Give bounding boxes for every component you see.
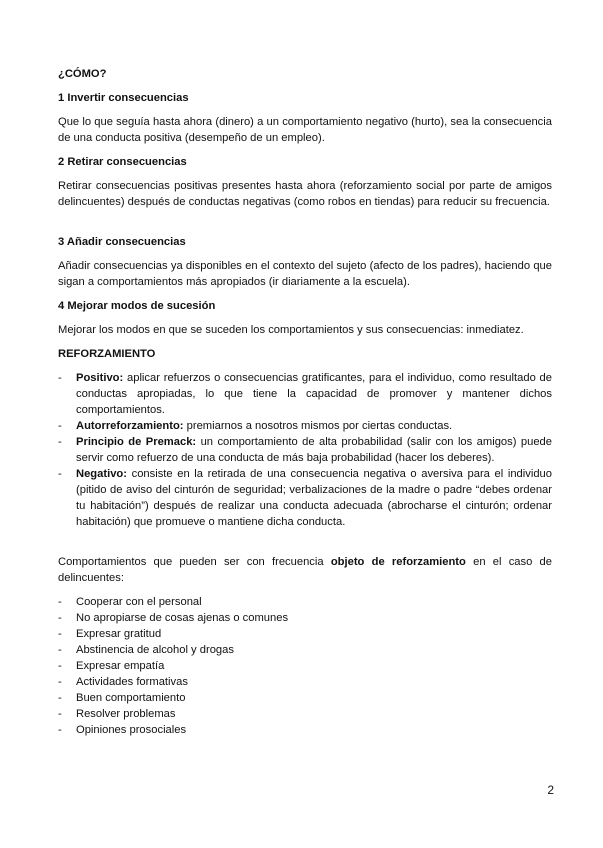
section-title-3: 3 Añadir consecuencias [58, 236, 186, 248]
section-text-2: Retirar consecuencias positivas presentes hasta ahora (reforzamiento social por parte de amigos delincuentes) después de conductas negativas (como robos en tiendas) para reducir su frecuencia. [58, 180, 552, 208]
section-title-2: 2 Retirar consecuencias [58, 156, 187, 168]
list-item-positivo: - Positivo: aplicar refuerzos o consecuencias gratificantes, para el individuo, como resultado de conductas apropiadas, lo que tiene la capacidad de promover y mantener dichos comportamientos. [58, 372, 552, 416]
section-title-1: 1 Invertir consecuencias [58, 92, 189, 104]
section-title-como: ¿CÓMO? [58, 68, 107, 80]
list-item: - Actividades formativas [58, 676, 188, 688]
list-item: - No apropiarse de cosas ajenas o comunes [58, 612, 289, 624]
list-item: - Expresar gratitud [58, 628, 162, 640]
section-title-4: 4 Mejorar modos de sucesión [58, 300, 216, 312]
section-text-4: Mejorar los modos en que se suceden los comportamientos y sus consecuencias: inmediatez. [58, 324, 524, 336]
list-item: - Cooperar con el personal [58, 596, 202, 608]
term-autorreforzamiento: Autorreforzamiento: [76, 420, 184, 432]
list-item: - Buen comportamiento [58, 692, 186, 704]
term-premack: Principio de Premack: [76, 436, 197, 448]
section-text-1: Que lo que seguía hasta ahora (dinero) a un comportamiento negativo (hurto), sea la consecuencia de una conducta positiva (desempeño de un empleo). [58, 116, 552, 144]
page-number: 2 [547, 783, 554, 797]
behaviors-list [58, 594, 552, 738]
list-item-premack: - Principio de Premack: un comportamiento de alta probabilidad (salir con los amigos) puede servir como refuerzo de una conducta de más baja probabilidad (hacer los deberes). [58, 436, 553, 464]
list-item: - Resolver problemas [58, 708, 176, 720]
term-positivo: Positivo: [76, 372, 124, 384]
section-text-3: Añadir consecuencias ya disponibles en el contexto del sujeto (afecto de los padres), haciendo que sigan a comportamientos más apropiados (ir diariamente a la escuela). [58, 260, 552, 288]
list-item: - Opiniones prosociales [58, 724, 187, 736]
list-item-autorreforzamiento: - Autorreforzamiento: premiarnos a nosotros mismos por ciertas conductas. [58, 420, 453, 432]
section-title-reforzamiento: REFORZAMIENTO [58, 348, 156, 360]
reinforcement-list [58, 370, 552, 530]
list-item-negativo: - Negativo: consiste en la retirada de una consecuencia negativa o aversiva para el individuo (pitido de aviso del cinturón de seguridad; verbalizaciones de la madre o padre “debes ordenar tu habitación”) después de realizar una conducta adecuada (abrocharse el cinturón; ordenar habitación) que promueve o mantiene dicha conducta. [58, 468, 552, 528]
list-item: - Expresar empatía [58, 660, 165, 672]
intro-bold-term: objeto de reforzamiento [330, 556, 466, 568]
list-item: - Abstinencia de alcohol y drogas [58, 644, 234, 656]
behaviors-intro: Comportamientos que pueden ser con frecuencia objeto de reforzamiento en el caso de delincuentes: [58, 556, 552, 584]
term-negativo: Negativo: [76, 468, 127, 480]
